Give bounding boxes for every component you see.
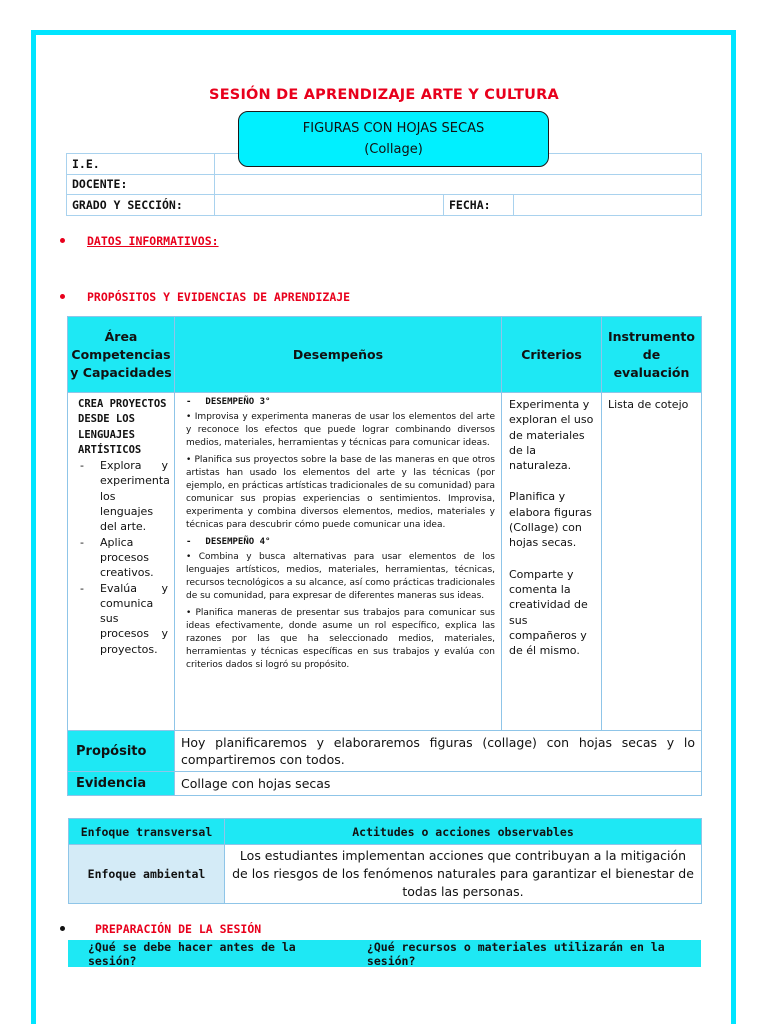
section-propositos-label: PROPÓSITOS Y EVIDENCIAS DE APRENDIZAJE [87,290,351,304]
proposito-row [68,731,702,772]
list-item: - Explora y experimenta los lenguajes del arte. [78,458,168,534]
area-cell [68,393,175,731]
session-title-line2: (Collage) [364,142,423,157]
enfoque-row-text: Los estudiantes implementan acciones que contribuyan a la mitigación de los riesgos de los fenómenos naturales para garantizar el bienestar de todas las personas. [225,845,702,904]
docente-value[interactable] [215,174,702,195]
desempeno-item: • Combina y busca alternativas para usar elementos de los lenguajes artísticos, medios, materiales, herramientas, técnicas, recursos tecnológicos a su alcance, así como prácticas tradicionales de su comunidad, para expresar de diferentes maneras sus ideas. [186,552,495,601]
session-title-line1: FIGURAS CON HOJAS SECAS [302,121,485,136]
criterio-item: Experimenta y exploran el uso de materiales de la naturaleza. [509,398,594,473]
section-preparacion [60,922,261,936]
enfoque-header-row [69,819,702,845]
section-datos-informativos [60,234,219,248]
desempeno-4-title: DESEMPEÑO 4° [205,537,271,547]
competency-table [67,316,702,796]
desempenos-cell [175,393,502,731]
evidencia-text: Collage con hojas secas [175,772,702,796]
header-desempenos: Desempeños [175,317,502,393]
preparacion-header-bar [68,940,701,967]
enfoque-header-right: Actitudes o acciones observables [225,819,702,845]
competency-body-row [68,393,702,731]
proposito-label: Propósito [68,731,175,772]
enfoque-row [69,845,702,904]
preparacion-question-1: ¿Qué se debe hacer antes de la sesión? [88,939,296,968]
criterios-cell [502,393,602,731]
ie-label: I.E. [67,154,215,175]
fecha-label: FECHA: [444,195,514,216]
bullet-icon [60,294,65,299]
desempeno-3-title: DESEMPEÑO 3° [205,397,271,407]
instrumento-cell: Lista de cotejo [602,393,702,731]
criterio-item: Planifica y elabora figuras (Collage) con hojas secas. [509,490,592,550]
grado-value[interactable] [215,195,444,216]
competency-header-row [68,317,702,393]
preparacion-question-2: ¿Qué recursos o materiales utilizarán en la sesión? [366,939,665,968]
evidencia-label: Evidencia [68,772,175,796]
info-row-grado [67,195,702,216]
docente-label: DOCENTE: [67,174,215,195]
bullet-icon [60,238,65,243]
section-preparacion-label: PREPARACIÓN DE LA SESIÓN [95,922,262,936]
evidencia-row [68,772,702,796]
desempeno-3-heading [186,396,495,409]
list-item: - Aplica procesos creativos. [78,535,168,581]
header-area: Área Competencias y Capacidades [68,317,175,393]
desempeno-item: • Improvisa y experimenta maneras de usar los elementos del arte y reconoce los efectos que puede lograr combinando diversos medios, materiales, herramientas y técnicas para comunicar ideas. [186,412,495,448]
enfoque-table [68,818,702,904]
desempeno-4-heading [186,536,495,549]
enfoque-row-label: Enfoque ambiental [69,845,225,904]
enfoque-header-left: Enfoque transversal [69,819,225,845]
header-criterios: Criterios [502,317,602,393]
dash-icon: - [186,537,192,547]
dash-icon: - [186,397,192,407]
area-title: CREA PROYECTOS DESDE LOS LENGUAJES ARTÍSTICOS [78,398,167,456]
bullet-icon [60,926,65,931]
grado-label: GRADO Y SECCIÓN: [67,195,215,216]
desempeno-item: • Planifica sus proyectos sobre la base de las maneras en que otros artistas han usado los elementos del arte y las técnicas (por ejemplo, en prácticas artísticas tradicionales de su comunidad) para comunicar sus propias experiencias o sentimientos. Improvisa, experimenta y combina diversos elementos, medios, materiales y técnicas para descubrir cómo puede comunicar una idea. [186,455,495,530]
list-item: - Evalúa y comunica sus procesos y proyectos. [78,581,168,657]
fecha-value[interactable] [514,195,702,216]
section-datos-label: DATOS INFORMATIVOS: [87,234,219,248]
header-instrumento: Instrumento de evaluación [602,317,702,393]
proposito-text: Hoy planificaremos y elaboraremos figuras (collage) con hojas secas y lo compartiremos con todos. [175,731,702,772]
criterio-item: Comparte y comenta la creatividad de sus compañeros y de él mismo. [509,567,588,658]
section-propositos [60,290,350,304]
page-title: SESIÓN DE APRENDIZAJE ARTE Y CULTURA [209,87,559,103]
capacidades-list [78,458,168,657]
desempeno-item: • Planifica maneras de presentar sus trabajos para comunicar sus ideas efectivamente, donde asume un rol específico, explica las razones por las que ha seleccionado medios, materiales, herramientas y técnicas específicas en sus trabajos y evalúa con criterios dados si logró su propósito. [186,608,495,670]
info-row-docente [67,174,702,195]
session-title-box [238,111,549,167]
